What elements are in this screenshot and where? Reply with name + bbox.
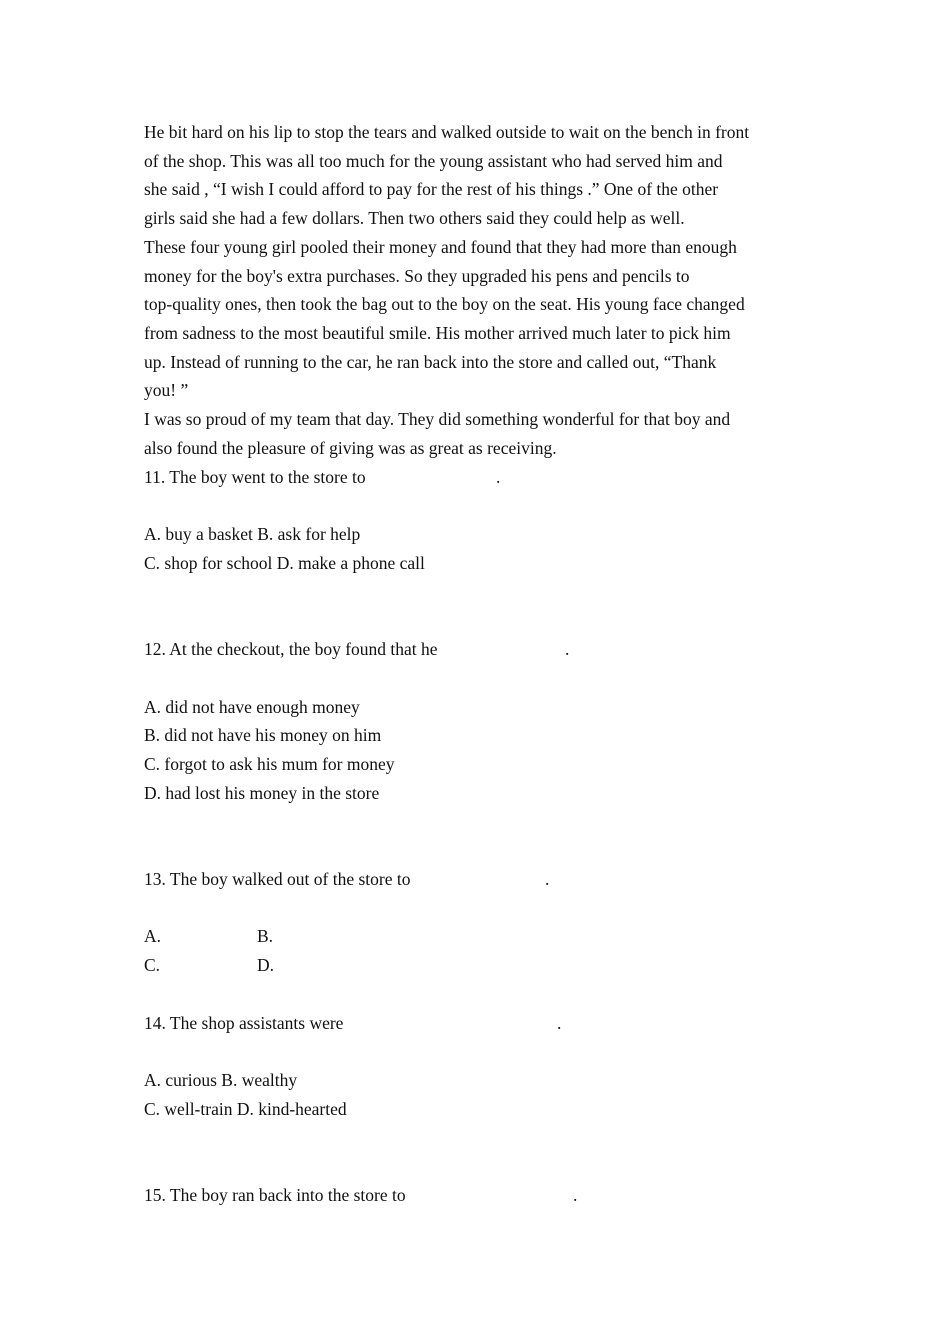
passage-line: she said , “I wish I could afford to pay for the rest of his things .” One of the other — [144, 179, 719, 199]
option-line: C. forgot to ask his mum for money — [144, 754, 395, 774]
option-a: A. — [144, 926, 162, 946]
option-line: B. did not have his money on him — [144, 725, 382, 745]
question-stem: 12. At the checkout, the boy found that he — [144, 639, 438, 659]
answer-blank-end: . — [565, 639, 570, 659]
option-line: A. did not have enough money — [144, 697, 360, 717]
question-stem: 13. The boy walked out of the store to — [144, 869, 411, 889]
passage-line: also found the pleasure of giving was as great as receiving. — [144, 438, 557, 458]
option-d: D. — [257, 955, 275, 975]
question-stem: 11. The boy went to the store to — [144, 467, 366, 487]
passage-line: I was so proud of my team that day. They did something wonderful for that boy and — [144, 409, 731, 429]
option-line: D. had lost his money in the store — [144, 783, 380, 803]
passage-line: girls said she had a few dollars. Then two others said they could help as well. — [144, 208, 685, 228]
option-line: C. shop for school D. make a phone call — [144, 553, 425, 573]
passage-line: from sadness to the most beautiful smile. His mother arrived much later to pick him — [144, 323, 731, 343]
option-c: C. — [144, 955, 161, 975]
answer-blank-end: . — [557, 1013, 562, 1033]
option-line: A. curious B. wealthy — [144, 1070, 298, 1090]
passage-line: money for the boy's extra purchases. So they upgraded his pens and pencils to — [144, 266, 690, 286]
passage-line: He bit hard on his lip to stop the tears and walked outside to wait on the bench in front — [144, 122, 750, 142]
question-stem: 15. The boy ran back into the store to — [144, 1185, 406, 1205]
answer-blank-end: . — [573, 1185, 578, 1205]
passage-line: of the shop. This was all too much for the young assistant who had served him and — [144, 151, 723, 171]
passage-line: top-quality ones, then took the bag out to the boy on the seat. His young face changed — [144, 294, 745, 314]
answer-blank-end: . — [545, 869, 550, 889]
passage-line: up. Instead of running to the car, he ran back into the store and called out, “Thank — [144, 352, 717, 372]
question-stem: 14. The shop assistants were — [144, 1013, 344, 1033]
answer-blank-end: . — [496, 467, 501, 487]
option-b: B. — [257, 926, 274, 946]
option-line: A. buy a basket B. ask for help — [144, 524, 361, 544]
option-line: C. well-train D. kind-hearted — [144, 1099, 347, 1119]
passage-line: you! ” — [144, 380, 189, 400]
passage-line: These four young girl pooled their money and found that they had more than enough — [144, 237, 737, 257]
